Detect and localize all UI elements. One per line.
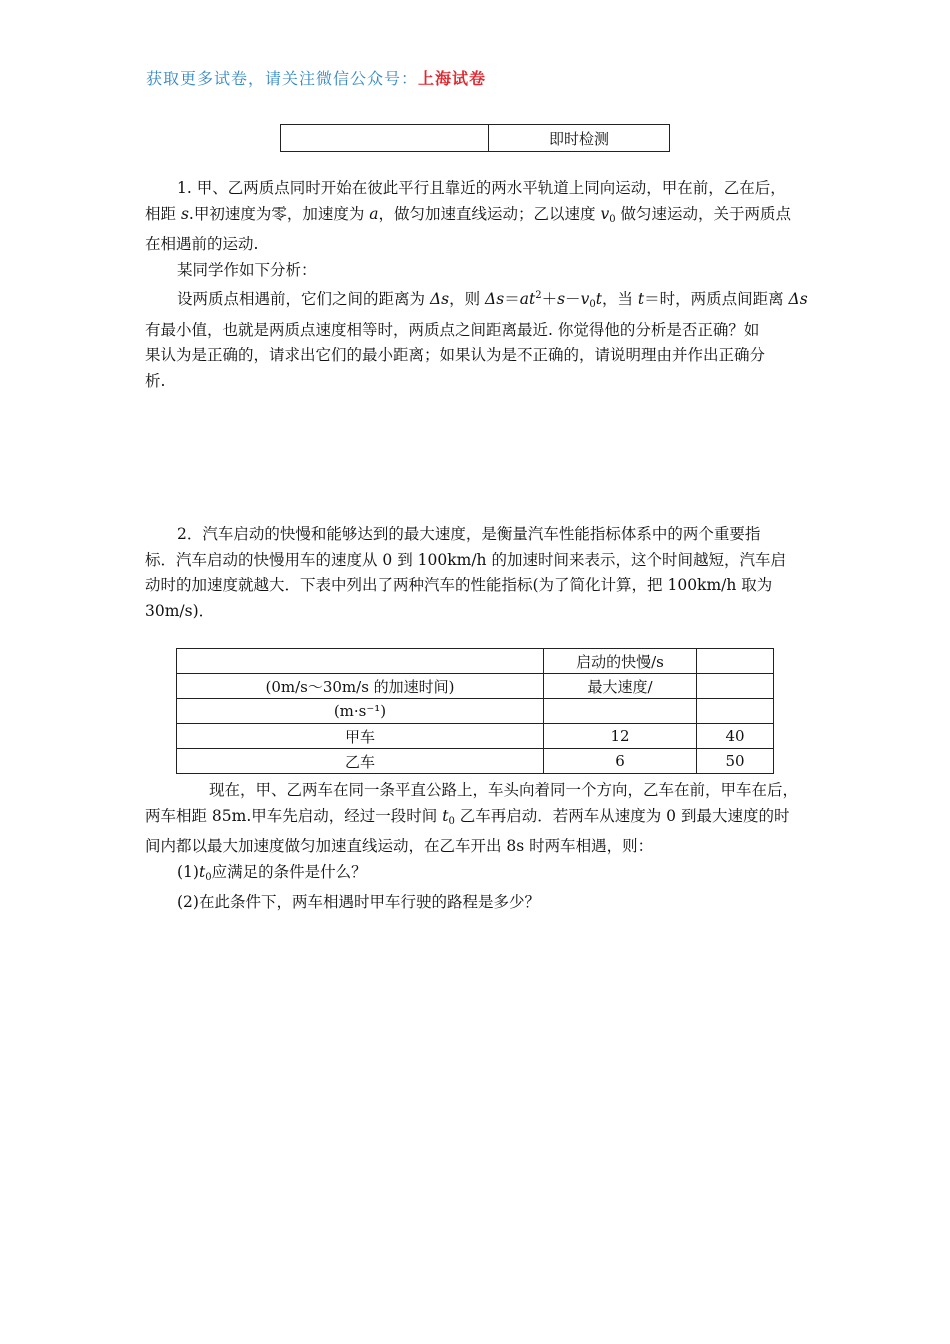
table-cell: 40 <box>697 724 774 749</box>
table-cell: 12 <box>544 724 697 749</box>
q2b-line: 两车相距 85m.甲车先启动，经过一段时间 $t_0$ 乙车再启动．若两车从速度为 0 到最大速度的时 <box>145 806 790 827</box>
sub-question-2: (2)在此条件下，两车相遇时甲车行驶的路程是多少？ <box>177 893 540 911</box>
table-cell: 最大速度/ <box>544 674 697 699</box>
table-cell <box>697 649 774 674</box>
question-1 <box>145 176 809 394</box>
table-cell: (m·s⁻¹) <box>177 699 544 724</box>
q1-line: 某同学作如下分析： <box>177 260 317 279</box>
q1-line: 果认为是正确的，请求出它们的最小距离；如果认为是不正确的，请说明理由并作出正确分 <box>145 346 766 364</box>
banner-brand: 上海试卷 <box>418 69 487 88</box>
table-cell <box>697 699 774 724</box>
table-cell: 启动的快慢/s <box>544 649 697 674</box>
q2-line: 标．汽车启动的快慢用车的速度从 0 到 100km/h 的加速时间来表示，这个时间越短，汽车启 <box>145 550 786 569</box>
table-cell: 乙车 <box>177 749 544 774</box>
section-header-table <box>280 124 670 152</box>
table-cell: 甲车 <box>177 724 544 749</box>
q1-line: 有最小值，也就是两质点速度相等时，两质点之间距离最近. 你觉得他的分析是否正确？如 <box>145 320 760 339</box>
q1-line: 相距 s.甲初速度为零，加速度为 a，做匀加速直线运动；乙以速度 $v_0$ 做匀速运动，关于两质点 <box>145 204 792 225</box>
header-cell-left <box>281 125 489 152</box>
banner-text: 获取更多试卷，请关注微信公众号： <box>146 69 419 88</box>
question-2 <box>145 522 809 624</box>
q1-line: 1. 甲、乙两质点同时开始在彼此平行且靠近的两水平轨道上同向运动，甲在前，乙在后， <box>177 179 786 197</box>
question-2-continued <box>145 778 809 916</box>
sub-question-1: $(1)t_0$应满足的条件是什么？ <box>177 862 367 883</box>
table-row <box>177 724 774 749</box>
table-cell <box>544 699 697 724</box>
table-row <box>177 674 774 699</box>
q2-line: 2．汽车启动的快慢和能够达到的最大速度，是衡量汽车性能指标体系中的两个重要指 <box>177 525 761 543</box>
table-row <box>177 649 774 674</box>
performance-table <box>176 648 774 774</box>
section-title: 即时检测 <box>489 125 670 152</box>
table-row <box>177 749 774 774</box>
table-cell: 50 <box>697 749 774 774</box>
q1-line: 析. <box>145 371 166 390</box>
table-cell <box>697 674 774 699</box>
q2b-line: 间内都以最大加速度做匀加速直线运动，在乙车开出 8s 时两车相遇，则： <box>145 837 654 855</box>
table-cell: 6 <box>544 749 697 774</box>
q2-line: 30m/s)． <box>145 601 215 620</box>
q2b-line: 现在，甲、乙两车在同一条平直公路上，车头向着同一个方向，乙车在前，甲车在后， <box>209 781 799 799</box>
table-cell: (0m/s～30m/s 的加速时间) <box>177 674 544 699</box>
q1-line: 设两质点相遇前，它们之间的距离为 Δs，则 $\Delta s=at^2+s-v_0t$，当 t＝时，两质点间距离 Δs <box>177 290 808 310</box>
q2-line: 动时的加速度就越大．下表中列出了两种汽车的性能指标(为了简化计算，把 100km/h 取为 <box>145 576 773 594</box>
promo-banner <box>146 66 486 89</box>
table-row <box>177 699 774 724</box>
q1-line: 在相遇前的运动. <box>145 235 259 253</box>
table-cell <box>177 649 544 674</box>
